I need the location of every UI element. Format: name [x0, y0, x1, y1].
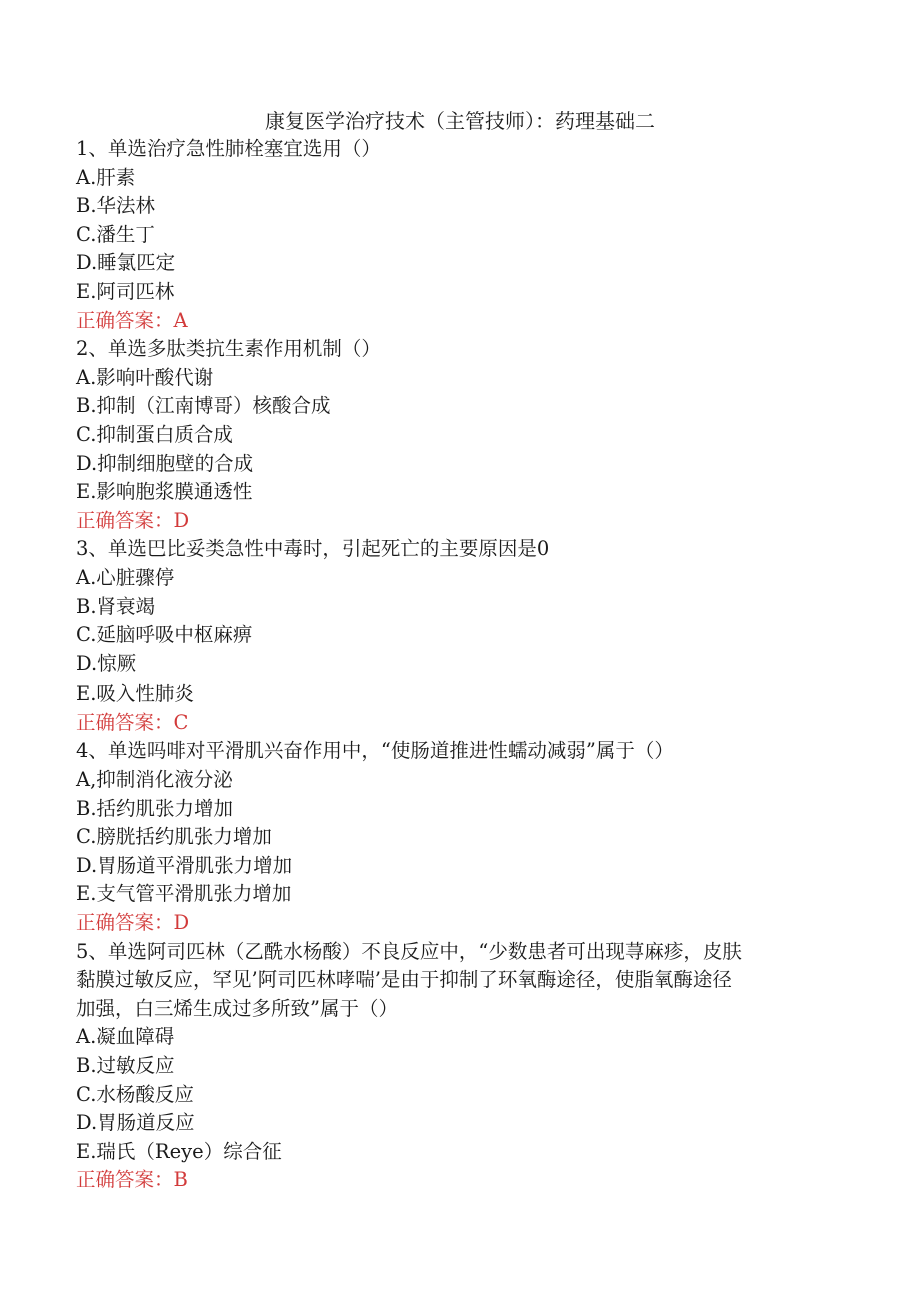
answer-value: D — [173, 508, 190, 532]
option-d: D.胃肠道平滑肌张力增加 — [76, 853, 293, 877]
option-a: A.凝血障碍 — [76, 1025, 175, 1049]
option-a: A.肝素 — [76, 165, 136, 189]
option-c: C.水杨酸反应 — [76, 1082, 194, 1106]
option-e: E.影响胞浆膜通透性 — [76, 480, 253, 504]
question-stem-line-1: 5、单选阿司匹林（乙酰水杨酸）不良反应中，“少数患者可出现荨麻疹，皮肤 — [76, 939, 742, 963]
question-stem: 3、单选巴比妥类急性中毒时，引起死亡的主要原因是0 — [76, 537, 550, 561]
answer-label: 正确答案： — [76, 308, 174, 332]
question-stem: 2、单选多肽类抗生素作用机制（） — [76, 337, 381, 361]
answer-value: C — [173, 710, 189, 734]
document-title: 康复医学治疗技术（主管技师）：药理基础二 — [265, 109, 655, 133]
option-c: C.延脑呼吸中枢麻痹 — [76, 623, 253, 647]
option-e: E.阿司匹林 — [76, 279, 175, 303]
question-stem-line-2: 黏膜过敏反应，罕见’阿司匹林哮喘’是由于抑制了环氧酶途径，使脂氧酶途径 — [76, 968, 732, 992]
option-a: A.心脏骤停 — [76, 565, 175, 589]
option-a: A,抑制消化液分泌 — [76, 768, 233, 792]
option-c: C.潘生丁 — [76, 222, 155, 246]
option-b: B.华法林 — [76, 194, 156, 218]
option-e: E.支气管平滑肌张力增加 — [76, 882, 292, 906]
option-c: C.膀胱括约肌张力增加 — [76, 825, 272, 849]
question-3 — [76, 535, 836, 737]
option-e: E.吸入性肺炎 — [76, 682, 194, 706]
option-b: B.抑制（江南博哥）核酸合成 — [76, 394, 331, 418]
option-d: D.睡氯匹定 — [76, 251, 176, 275]
option-d: D.惊厥 — [76, 651, 137, 675]
answer-value: D — [173, 911, 190, 935]
question-stem-line-3: 加强，白三烯生成过多所致”属于（） — [76, 996, 398, 1020]
option-b: B.肾衰竭 — [76, 594, 156, 618]
option-a: A.影响叶酸代谢 — [76, 365, 214, 389]
answer-value: B — [173, 1168, 188, 1192]
option-d: D.胃肠道反应 — [76, 1111, 195, 1135]
question-stem: 4、单选吗啡对平滑肌兴奋作用中，“使肠道推进性蠕动减弱”属于（） — [76, 739, 674, 763]
question-stem: 1、单选治疗急性肺栓塞宜选用（） — [76, 137, 381, 160]
correct-answer — [76, 909, 836, 938]
question-4 — [76, 737, 836, 937]
correct-answer — [76, 307, 836, 336]
answer-label: 正确答案： — [76, 1168, 174, 1192]
question-2 — [76, 335, 836, 535]
option-e: E.瑞氏（Reye）综合征 — [76, 1139, 282, 1163]
option-b: B.括约肌张力增加 — [76, 796, 234, 820]
answer-label: 正确答案： — [76, 508, 174, 532]
answer-label: 正确答案： — [76, 911, 174, 935]
option-b: B.过敏反应 — [76, 1054, 175, 1077]
correct-answer — [76, 1166, 836, 1195]
question-list — [76, 135, 836, 1195]
option-d: D.抑制细胞壁的合成 — [76, 451, 254, 475]
correct-answer — [76, 709, 836, 738]
question-1 — [76, 135, 836, 335]
option-c: C.抑制蛋白质合成 — [76, 422, 233, 446]
question-5 — [76, 938, 836, 1195]
correct-answer — [76, 507, 836, 536]
answer-value: A — [173, 308, 188, 332]
answer-label: 正确答案： — [76, 710, 174, 734]
